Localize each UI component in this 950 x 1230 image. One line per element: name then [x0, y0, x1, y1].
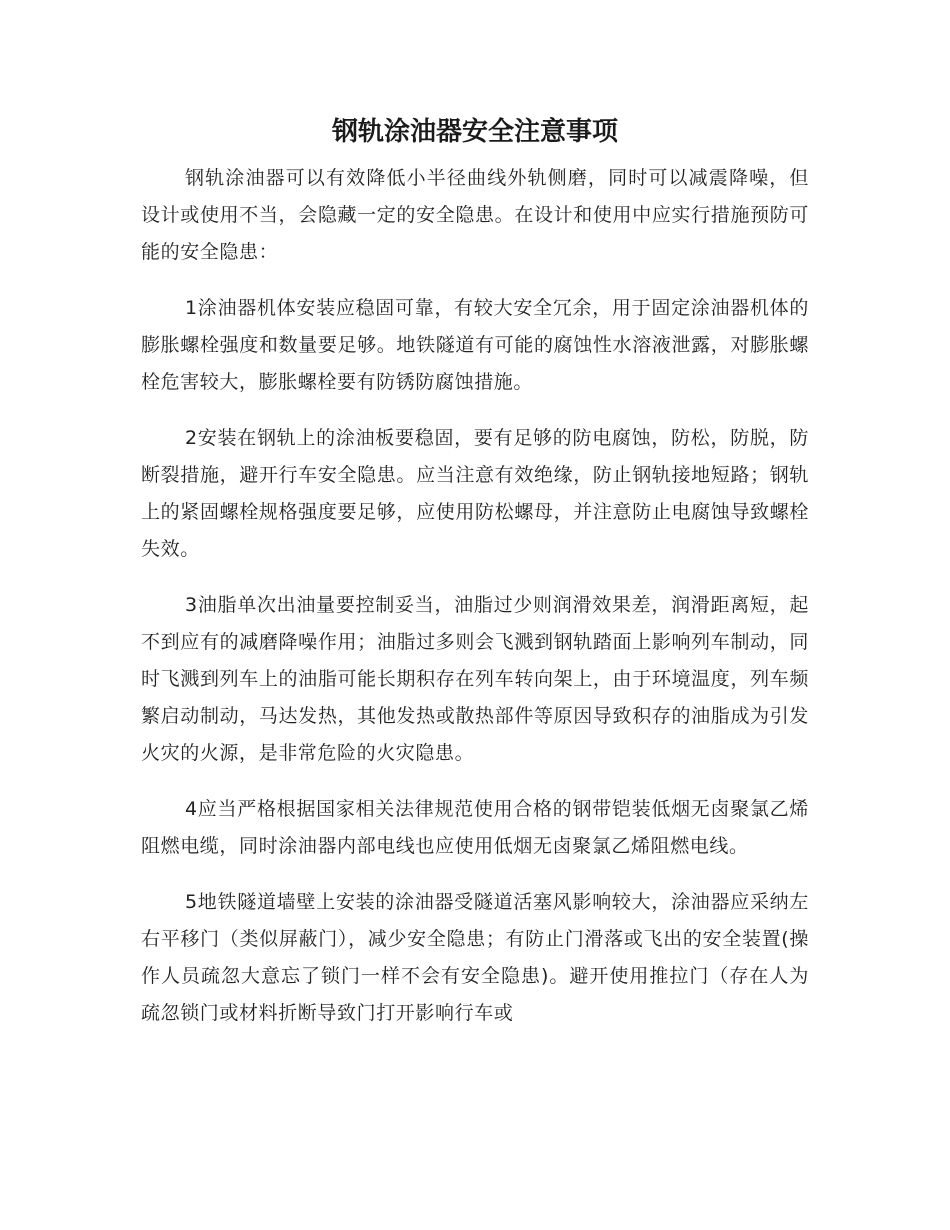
- paragraph-item-2: 2安装在钢轨上的涂油板要稳固，要有足够的防电腐蚀，防松，防脱，防断裂措施，避开行车安全隐患。应当注意有效绝缘，防止钢轨接地短路；钢轨上的紧固螺栓规格强度要足够，应使用防松螺母，并注意防止电腐蚀导致螺栓失效。: [141, 427, 809, 560]
- paragraph-item-1: 1涂油器机体安装应稳固可靠，有较大安全冗余，用于固定涂油器机体的膨胀螺栓强度和数量要足够。地铁隧道有可能的腐蚀性水溶液泄露，对膨胀螺栓危害较大，膨胀螺栓要有防锈防腐蚀措施。: [141, 297, 809, 393]
- paragraph-item-3: 3油脂单次出油量要控制妥当，油脂过少则润滑效果差，润滑距离短，起不到应有的减磨降噪作用；油脂过多则会飞溅到钢轨踏面上影响列车制动，同时飞溅到列车上的油脂可能长期积存在列车转向架上，由于环境温度，列车频繁启动制动，马达发热，其他发热或散热部件等原因导致积存的油脂成为引发火灾的火源，是非常危险的火灾隐患。: [141, 594, 809, 764]
- paragraph-intro: 钢轨涂油器可以有效降低小半径曲线外轨侧磨，同时可以减震降噪，但设计或使用不当，会隐藏一定的安全隐患。在设计和使用中应实行措施预防可能的安全隐患：: [141, 167, 809, 263]
- paragraph-item-5: 5地铁隧道墙壁上安装的涂油器受隧道活塞风影响较大，涂油器应采纳左右平移门（类似屏蔽门），减少安全隐患；有防止门滑落或飞出的安全装置(操作人员疏忽大意忘了锁门一样不会有安全隐患)。避开使用推拉门（存在人为疏忽锁门或材料折断导致门打开影响行车或: [141, 891, 809, 1024]
- document-body: [141, 160, 809, 1051]
- paragraph-item-4: 4应当严格根据国家相关法律规范使用合格的钢带铠装低烟无卤聚氯乙烯阻燃电缆，同时涂油器内部电线也应使用低烟无卤聚氯乙烯阻燃电线。: [141, 798, 809, 857]
- document-title: 钢轨涂油器安全注意事项: [331, 117, 618, 147]
